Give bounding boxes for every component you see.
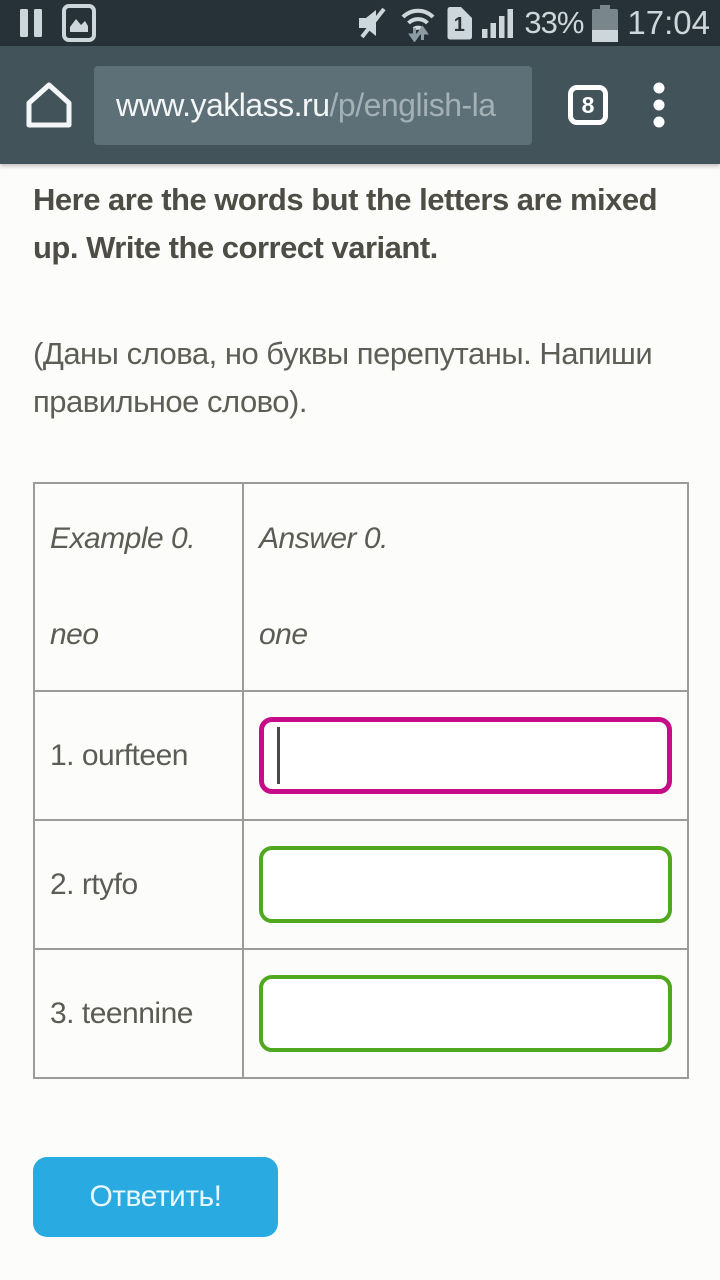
answer-cell (243, 820, 688, 949)
browser-toolbar (0, 46, 720, 164)
word-label-cell (34, 949, 243, 1078)
battery-percent: 33% (524, 5, 584, 40)
task-heading: Here are the words but the letters are mixed up. Write the correct variant. (33, 182, 658, 265)
mute-icon (356, 6, 390, 40)
answer-input-1[interactable] (259, 717, 672, 794)
answer-input-wrap (259, 717, 672, 794)
scrambled-word-1: 1. ourfteen (50, 738, 188, 772)
sim-card-icon (446, 6, 473, 40)
sim-number: 1 (454, 14, 465, 36)
clock: 17:04 (627, 4, 710, 41)
answer-input-2[interactable] (259, 846, 672, 923)
example-answer-word: one (259, 618, 308, 651)
answer-input-wrap (259, 846, 672, 923)
task-translation: (Даны слова, но буквы перепутаны. Напиши правильное слово). (33, 336, 653, 419)
scrambled-word-3: 3. teennine (50, 996, 193, 1030)
submit-answer-button[interactable]: Ответить! (33, 1157, 278, 1237)
web-page-content (0, 164, 720, 1237)
table-row (34, 691, 688, 820)
home-button[interactable] (24, 78, 74, 132)
word-label-cell (34, 691, 243, 820)
tab-switcher-button[interactable] (568, 85, 608, 125)
browser-menu-button[interactable] (652, 80, 666, 130)
kebab-menu-icon (652, 80, 666, 130)
screenshot-icon (62, 4, 96, 42)
table-row (34, 820, 688, 949)
pause-icon (20, 8, 44, 38)
address-bar[interactable] (94, 66, 532, 145)
table-row (34, 949, 688, 1078)
exercise-table (33, 482, 689, 1079)
status-bar (0, 0, 720, 46)
url-host: www.yaklass.ru (116, 86, 330, 123)
tab-count: 8 (581, 91, 595, 118)
example-label-cell (34, 483, 243, 691)
text-cursor (277, 727, 280, 784)
example-word: neo (50, 618, 99, 651)
scrambled-word-2: 2. rtyfo (50, 867, 138, 901)
status-bar-left (8, 4, 96, 42)
status-bar-right (356, 4, 712, 42)
answer-input-3[interactable] (259, 975, 672, 1052)
signal-strength-icon (482, 7, 515, 39)
answer-input-wrap (259, 975, 672, 1052)
example-title: Example 0. (50, 522, 196, 555)
example-answer-cell (243, 483, 688, 691)
answer-cell (243, 691, 688, 820)
example-answer-title: Answer 0. (259, 522, 388, 555)
wifi-icon (399, 4, 437, 42)
home-icon (24, 78, 74, 132)
url-path: /p/english-la (329, 86, 496, 123)
table-row-example (34, 483, 688, 691)
word-label-cell (34, 820, 243, 949)
battery-icon (592, 5, 618, 42)
answer-cell (243, 949, 688, 1078)
